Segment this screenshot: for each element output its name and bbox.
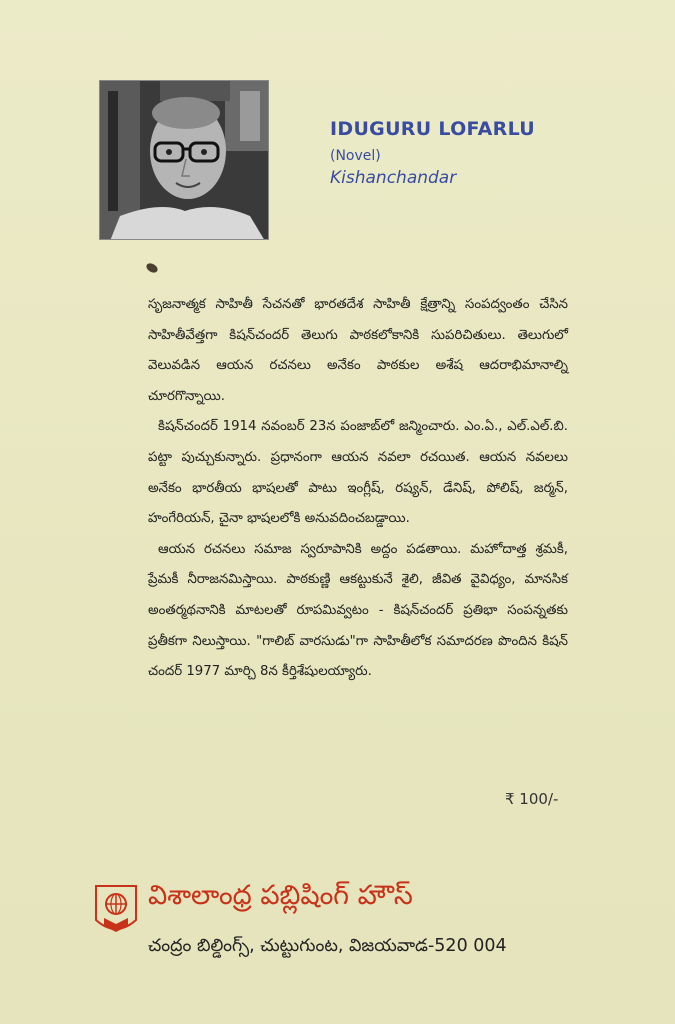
globe-book-emblem-icon <box>92 880 140 938</box>
author-bio <box>148 290 568 688</box>
bio-paragraph-1: సృజనాత్మక సాహితీ సేచనతో భారతదేశ సాహితీ క్షేత్రాన్ని సంపద్వంతం చేసిన సాహితీవేత్తగా కిషన్‌చందర్ తెలుగు పాఠకలోకానికి సుపరిచితులు. తెలుగులో వెలువడిన ఆయన రచనలు అనేకం పాఠకుల అశేష ఆదరాభిమానాల్ని చూరగొన్నాయి. <box>148 297 568 404</box>
bio-paragraph-2: కిషన్‌చందర్ 1914 నవంబర్ 23న పంజాబ్‌లో జన్మించారు. ఎం.ఏ., ఎల్.ఎల్.బి. పట్టా పుచ్చుకున్నారు. ప్రధానంగా ఆయన నవలా రచయిత. ఆయన నవలలు అనేకం భారతీయ భాషలతో పాటు ఇంగ్లీష్, రష్యన్, డేనిష్, పోలిష్, జర్మన్, హంగేరియన్, చైనా భాషలలోకి అనువదించబడ్డాయి. <box>148 419 568 527</box>
book-author: Kishanchandar <box>330 168 457 188</box>
book-title: IDUGURU LOFARLU <box>330 118 536 140</box>
author-photo <box>99 80 269 240</box>
author-portrait-image <box>100 81 269 240</box>
price-label: ₹ 100/- <box>505 790 559 808</box>
publisher-address: చంద్రం బిల్డింగ్స్, చుట్టుగుంట, విజయవాడ-520 004 <box>148 936 507 956</box>
book-genre: (Novel) <box>330 148 381 164</box>
publisher-name: విశాలాంధ్ర పబ్లిషింగ్ హౌస్ <box>148 880 413 911</box>
title-block <box>330 118 650 188</box>
print-speck <box>145 262 159 275</box>
bio-paragraph-3: ఆయన రచనలు సమాజ స్వరూపానికి అద్దం పడతాయి. మహోదాత్త శ్రమకీ, ప్రేమకీ నీరాజనమిస్తాయి. పాఠకుణ్ణి ఆకట్టుకునే శైలి, జీవిత వైవిధ్యం, మానసిక అంతర్మథనానికి మాటలతో రూపమివ్వటం - కిషన్‌చందర్ ప్రతిభా సంపన్నతకు ప్రతీకగా నిలుస్తాయి. "గాలిబ్ వారసుడు"గా సాహితీలోక సమాదరణ పొందిన కిషన్ చందర్ 1977 మార్చి 8న కీర్తిశేషులయ్యారు. <box>148 541 568 680</box>
